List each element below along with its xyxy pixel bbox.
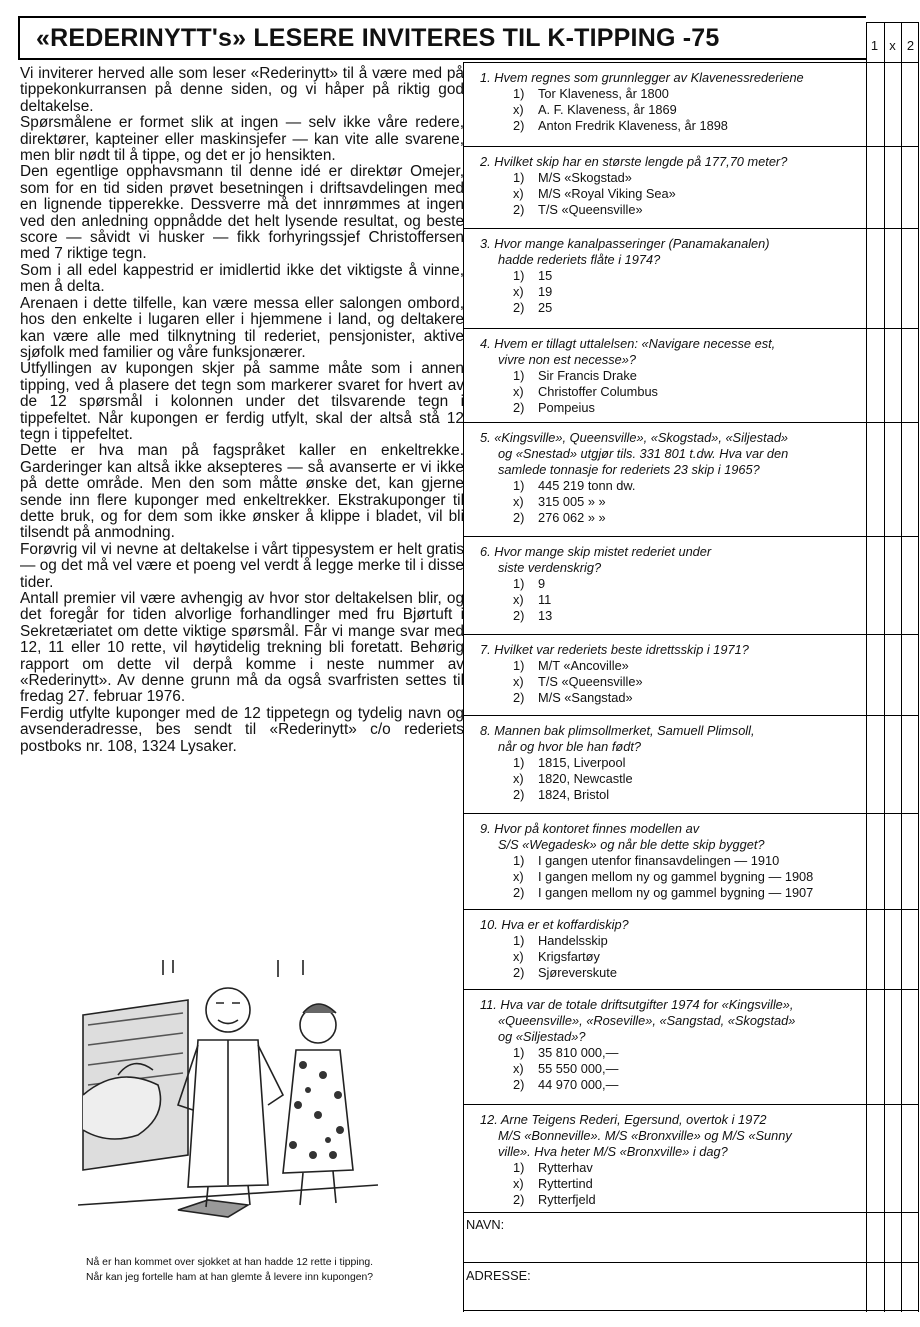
answer-option: x) Ryttertind (513, 1176, 593, 1192)
row-divider (464, 715, 919, 716)
question-3 (464, 236, 867, 317)
answer-option: 1) 15 (513, 268, 553, 283)
column-header-x: x (889, 38, 896, 53)
answer-option: 1) I gangen utenfor finansavdelingen — 1910 (513, 853, 780, 868)
question-11 (464, 997, 867, 1094)
cartoon-illustration (78, 955, 378, 1250)
answer-option: x) T/S «Queensville» (513, 674, 643, 690)
question-7 (464, 642, 867, 707)
answer-option: x) Christoffer Columbus (513, 384, 658, 400)
answer-option: 2) 25 (513, 300, 553, 316)
question-9 (464, 821, 867, 902)
intro-paragraph: Den egentlige opphavsmann til denne idé er direktør Omejer, som for en tid siden prøvet besetningen i driftsavdelingen med en lignende tipperekke. Dessverre må det innrømmes at ingen ved den anledning oppnådde det helt lysende resultat, og beste score — såvidt vi husker — fikk forhyringssjef Christoffersen med 7 riktige tegn. (20, 163, 464, 263)
cartoon-caption: Nå er han kommet over sjokket at han hadde 12 rette i tipping. Når kan jeg fortelle ham at han glemte å levere inn kupongen? (86, 1257, 374, 1283)
answer-option: x) 19 (513, 284, 553, 300)
question-5 (464, 430, 867, 527)
answer-option: 1) Tor Klaveness, år 1800 (513, 86, 669, 101)
intro-paragraph: Som i all edel kappestrid er imidlertid ikke det viktigste å vinne, men å delta. (20, 261, 464, 296)
row-divider (464, 328, 919, 329)
answer-option: x) A. F. Klaveness, år 1869 (513, 102, 677, 118)
answer-option: 2) 44 970 000,— (513, 1077, 619, 1093)
coupon-bottom-border (464, 1310, 919, 1311)
answer-option: 1) Sir Francis Drake (513, 368, 637, 383)
question-6 (464, 544, 867, 625)
column-header-2: 2 (906, 38, 915, 53)
column-header-top (866, 22, 918, 23)
column-divider (884, 22, 885, 1312)
intro-paragraph: Forøvrig vil vi nevne at deltakelse i vårt tippesystem er helt gratis — og det må vel være et poeng vel verdt å legge merke til i disse tider. (20, 540, 464, 591)
column-divider (901, 22, 902, 1312)
answer-option: 2) 1824, Bristol (513, 787, 610, 803)
answer-option: 2) 13 (513, 608, 553, 624)
answer-option: 2) Anton Fredrik Klaveness, år 1898 (513, 118, 728, 134)
answer-option: 2) Sjøreverskute (513, 965, 617, 981)
row-divider (464, 1212, 919, 1213)
intro-text (20, 66, 464, 755)
question-text: 2. Hvilket skip har en største lengde på 177,70 meter? (480, 154, 788, 169)
address-label: ADRESSE: (466, 1268, 531, 1283)
answer-option: 1) Rytterhav (513, 1160, 593, 1175)
question-text: 10. Hva er et koffardiskip? (480, 917, 629, 932)
answer-option: 2) I gangen mellom ny og gammel bygning — 1907 (513, 885, 814, 901)
question-12 (464, 1112, 867, 1209)
question-text: 5. «Kingsville», Queensville», «Skogstad», «Siljestad» og «Snestad» utgjør tils. 331 801 t.dw. Hva var den samlede tonnasje for rederiets 23 skip i 1965? (480, 430, 789, 477)
name-label: NAVN: (466, 1217, 505, 1232)
row-divider (464, 62, 919, 63)
answer-option: 1) 1815, Liverpool (513, 755, 626, 770)
question-text: 11. Hva var de totale driftsutgifter 1974 for «Kingsville», «Queensville», «Roseville», «Sangstad, «Skogstad» og «Siljestad»? (480, 997, 796, 1044)
answer-option: x) I gangen mellom ny og gammel bygning — 1908 (513, 869, 814, 885)
intro-paragraph: Spørsmålene er formet slik at ingen — selv ikke våre redere, direktører, kapteiner eller maskinsjefer — kan vite alle svarene, men blir nødt til å tippe, og det er jo hensikten. (20, 114, 464, 165)
answer-option: 1) 445 219 tonn dw. (513, 478, 636, 493)
row-divider (464, 989, 919, 990)
question-text: 6. Hvor mange skip mistet rederiet under siste verdenskrig? (480, 544, 712, 575)
answer-option: 1) Handelsskip (513, 933, 608, 948)
coupon-left-border (463, 62, 464, 1312)
intro-paragraph: Utfyllingen av kupongen skjer på samme måte som i annen tipping, ved å plasere det tegn som markerer svaret for hvert av de 12 spørsmål i kolonnen under det tilsvarende tegn i tippefeltet. Når kupongen er ferdig utfylt, skal der altså stå 12 tegn i tippefeltet. (20, 360, 464, 443)
question-text: 1. Hvem regnes som grunnlegger av Klavenessrederiene (480, 70, 804, 85)
column-header-1: 1 (870, 38, 879, 53)
answer-option: x) 55 550 000,— (513, 1061, 619, 1077)
answer-option: 2) T/S «Queensville» (513, 202, 643, 218)
answer-option: 2) Rytterfjeld (513, 1192, 596, 1208)
row-divider (464, 146, 919, 147)
question-2 (464, 154, 867, 219)
answer-option: x) 315 005 » » (513, 494, 606, 510)
answer-option: x) 11 (513, 592, 552, 608)
answer-option: 1) 9 (513, 576, 546, 591)
intro-paragraph: Antall premier vil være avhengig av hvor stor deltakelsen blir, og det foregår for tiden alvorlige forhandlinger med fru Bjørtuft i Sekretæriatet om dette viktige spørsmål. Får vi mange svar med 12, 11 eller 10 rette, vil høytidelig trekning bli foretatt. Behørig rapport om dette vil derpå komme i neste nummer av «Rederinytt». Av denne grunn må da også svarfristen settes til fredag 27. februar 1976. (20, 590, 464, 706)
row-divider (464, 909, 919, 910)
intro-paragraph: Vi inviterer herved alle som leser «Rederinytt» til å være med på tippekonkurransen på denne siden, og vi håper på riktig god deltakelse. (20, 65, 464, 115)
question-text: 3. Hvor mange kanalpasseringer (Panamakanalen) hadde rederiets flåte i 1974? (480, 236, 770, 267)
question-1 (464, 70, 867, 135)
question-4 (464, 336, 867, 417)
answer-option: 2) 276 062 » » (513, 510, 606, 526)
answer-option: x) M/S «Royal Viking Sea» (513, 186, 676, 202)
answer-option: 2) M/S «Sangstad» (513, 690, 633, 706)
answer-option: x) Krigsfartøy (513, 949, 600, 965)
column-divider (918, 22, 919, 1312)
row-divider (464, 634, 919, 635)
answer-option: 2) Pompeius (513, 400, 595, 416)
question-text: 9. Hvor på kontoret finnes modellen av S/S «Wegadesk» og når ble dette skip bygget? (480, 821, 765, 852)
question-text: 12. Arne Teigens Rederi, Egersund, overtok i 1972 M/S «Bonneville». M/S «Bronxville» og M/S «Sunny ville». Hva heter M/S «Bronxville» i dag? (480, 1112, 792, 1159)
question-text: 4. Hvem er tillagt uttalelsen: «Navigare necesse est, vivre non est necesse»? (480, 336, 776, 367)
row-divider (464, 1262, 919, 1263)
answer-option: 1) M/T «Ancoville» (513, 658, 629, 673)
question-10 (464, 917, 867, 982)
row-divider (464, 536, 919, 537)
question-text: 8. Mannen bak plimsollmerket, Samuell Plimsoll, når og hvor ble han født? (480, 723, 755, 754)
column-divider (866, 22, 867, 1312)
row-divider (464, 1104, 919, 1105)
intro-paragraph: Ferdig utfylte kuponger med de 12 tippetegn og tydelig navn og avsenderadresse, bes sendt til «Rederinytt» c/o rederiets postboks nr. 108, 1324 Lysaker. (20, 704, 464, 755)
answer-option: 1) M/S «Skogstad» (513, 170, 632, 185)
intro-paragraph: Dette er hva man på fagspråket kaller en enkeltrekke. Garderinger kan altså ikke aksepteres — så avanserte er vi ikke på dette område. Men den som måtte ønske det, kan gjerne sende inn flere kuponger med enkeltrekker. Ekstrakuponger til dette bruk, og for dem som ikke ønsker å klippe i bladet, vil bli tilsendt på anmodning. (20, 442, 464, 542)
question-text: 7. Hvilket var rederiets beste idrettsskip i 1971? (480, 642, 749, 657)
answer-option: 1) 35 810 000,— (513, 1045, 619, 1060)
question-8 (464, 723, 867, 804)
page-title: «REDERINYTT's» LESERE INVITERES TIL K-TIPPING -75 (36, 24, 720, 52)
intro-paragraph: Arenaen i dette tilfelle, kan være messa eller salongen ombord, hos den enkelte i lugaren eller i hjemmene i land, og deltakere kan være alle med tilknytning til rederiet, pensjonister, aktive sjøfolk med familier og våre funksjonærer. (20, 294, 464, 361)
row-divider (464, 228, 919, 229)
row-divider (464, 813, 919, 814)
row-divider (464, 422, 919, 423)
answer-option: x) 1820, Newcastle (513, 771, 633, 787)
